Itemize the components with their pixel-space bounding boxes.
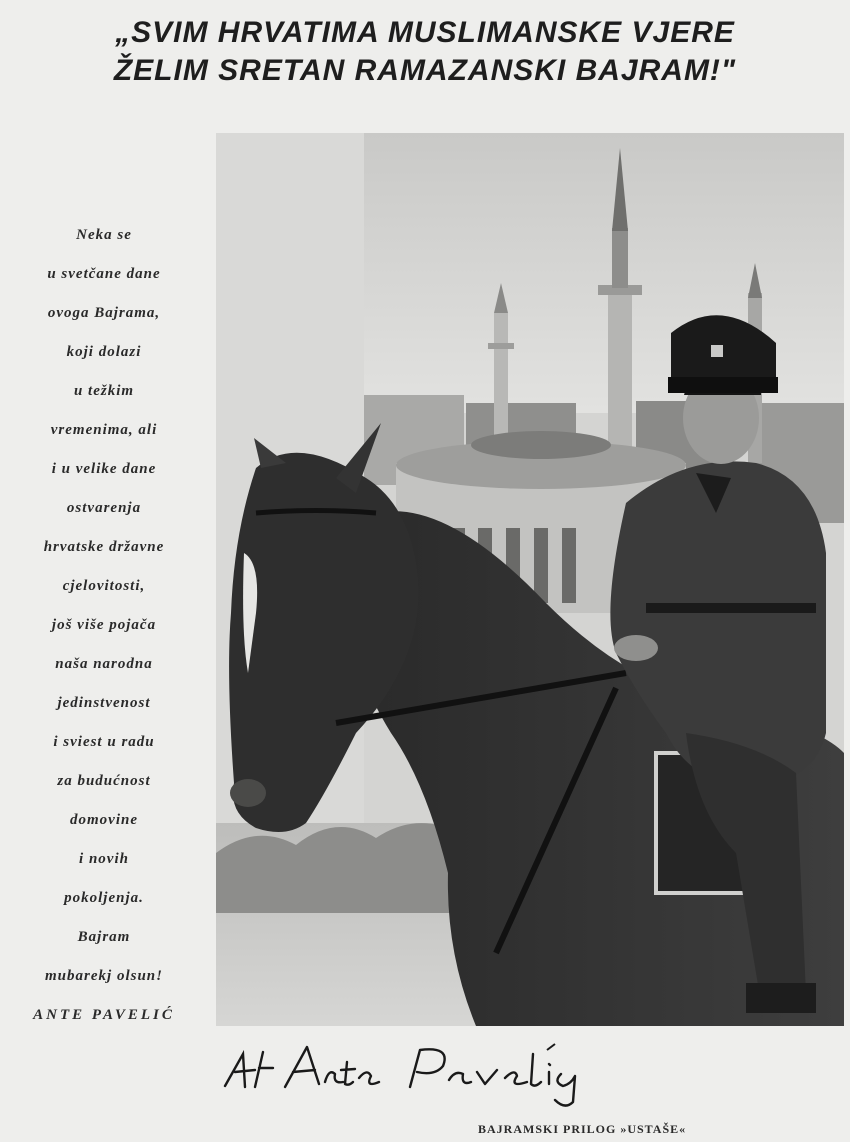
signature-image (215, 1032, 635, 1112)
message-line: u težkim (73, 383, 135, 399)
message-line: i sviest u radu (53, 734, 155, 750)
rider-photo (216, 133, 844, 1026)
message-line: domovine (70, 812, 138, 828)
message-line: Neka se (76, 227, 132, 243)
message-line: u svetčane dane (47, 266, 161, 282)
message-line: cjelovitosti, (62, 578, 146, 594)
headline-line-1: „SVIM HRVATIMA MUSLIMANSKE VJERE (115, 16, 735, 49)
message-line: hrvatske državne (43, 539, 165, 555)
message-line: ostvarenja (66, 500, 142, 516)
message-author: ANTE PAVELIĆ (33, 1007, 175, 1023)
message-line: za budućnost (57, 773, 151, 789)
message-line: pokoljenja. (64, 890, 144, 906)
bajram-message (4, 216, 204, 1035)
belt (646, 603, 816, 613)
minaret-left (494, 313, 508, 443)
message-line: mubarekj olsun! (45, 968, 163, 984)
trees (216, 823, 461, 913)
signature (215, 1032, 635, 1112)
message-line: Bajram (77, 929, 131, 945)
photo-illustration (216, 133, 844, 1026)
message-line: još više pojača (51, 617, 157, 633)
headline (0, 14, 850, 90)
message-line: i novih (79, 851, 129, 867)
caption: BAJRAMSKI PRILOG »USTAŠE« (478, 1122, 687, 1136)
message-line: koji dolazi (66, 344, 142, 360)
message-line: ovoga Bajrama, (47, 305, 161, 321)
message-line: i u velike dane (51, 461, 157, 477)
headline-line-2: ŽELIM SRETAN RAMAZANSKI BAJRAM!" (113, 54, 737, 87)
message-line: jedinstvenost (57, 695, 151, 711)
message-line: vremenima, ali (50, 422, 158, 438)
message-line: naša narodna (55, 656, 153, 672)
